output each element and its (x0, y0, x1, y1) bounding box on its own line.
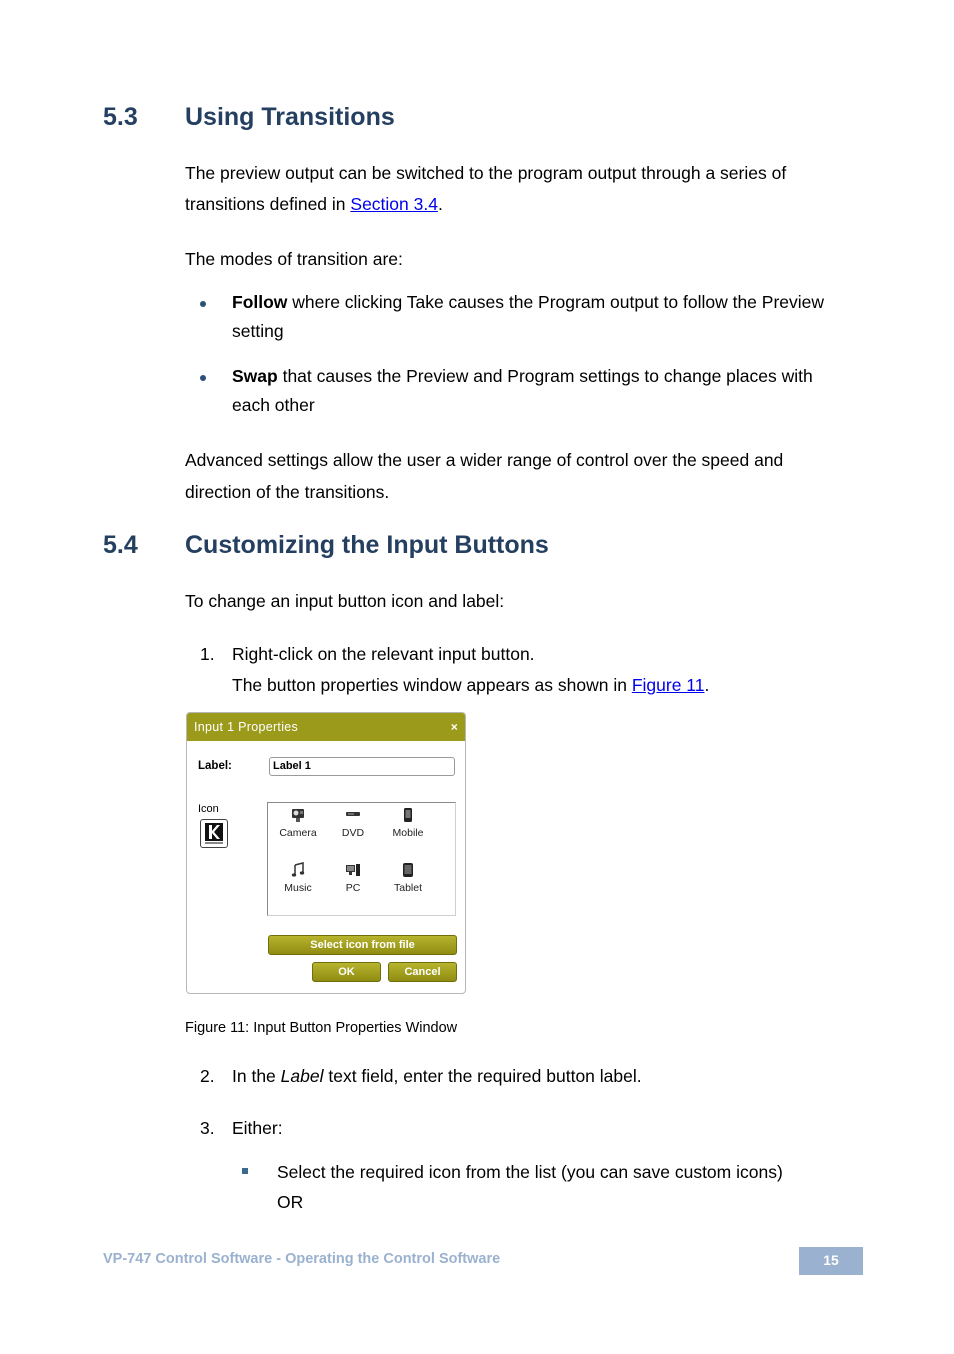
page-number: 15 (799, 1247, 863, 1275)
text-line (232, 670, 872, 701)
dvd-icon (323, 807, 383, 823)
camera-icon (268, 807, 328, 823)
icon-caption: Icon (198, 803, 219, 815)
kramer-logo-icon (200, 819, 228, 848)
paragraph-transitions (185, 158, 865, 220)
text-span: . (437, 194, 443, 214)
icon-option-label: DVD (341, 827, 365, 839)
text-span: that causes the Preview and Program settings to change places with (277, 366, 813, 386)
section-heading-5-4 (103, 531, 803, 563)
text-span: The button properties window appears as shown in (232, 675, 632, 695)
dialog-title-bar (187, 713, 465, 741)
bullet-dot (200, 375, 206, 381)
text-line: The preview output can be switched to the program output through a series of (185, 163, 787, 183)
step-1-number: 1. (200, 644, 215, 664)
bullet-follow (232, 288, 872, 346)
text-span: . (704, 675, 710, 695)
step-1 (232, 639, 872, 701)
section-heading-5-3 (103, 103, 803, 135)
section-number: 5.4 (103, 531, 138, 559)
cancel-button[interactable]: Cancel (388, 962, 457, 982)
icon-option-label: PC (345, 882, 361, 894)
text-line (185, 189, 865, 220)
bullet-swap (232, 362, 872, 420)
modes-intro: The modes of transition are: (185, 249, 403, 269)
section-number: 5.3 (103, 103, 138, 131)
bold-term: Swap (232, 366, 278, 386)
step-3: Either: (232, 1118, 283, 1138)
text-line (232, 362, 872, 391)
icon-option-pc[interactable] (323, 862, 383, 894)
bold-term: Follow (232, 292, 288, 312)
label-input[interactable]: Label 1 (269, 757, 455, 776)
bullet-dot (200, 301, 206, 307)
icon-option-label: Tablet (393, 882, 423, 894)
customizing-intro: To change an input button icon and label: (185, 591, 505, 611)
close-icon[interactable]: × (450, 720, 458, 734)
icon-list[interactable] (267, 802, 456, 916)
icon-option-music[interactable] (268, 862, 328, 894)
section-title: Using Transitions (185, 103, 395, 131)
icon-option-label: Music (284, 882, 312, 894)
music-icon (268, 862, 328, 878)
text-line: Advanced settings allow the user a wider range of control over the speed and (185, 450, 784, 470)
input-properties-dialog (186, 712, 466, 994)
figure-caption: Figure 11: Input Button Properties Window (185, 1020, 458, 1036)
icon-option-camera[interactable] (268, 807, 328, 839)
text-line (232, 288, 872, 317)
tablet-icon (378, 862, 438, 878)
icon-option-label: Mobile (392, 827, 424, 839)
text-line: setting (232, 321, 284, 341)
text-line: each other (232, 395, 315, 415)
text-span: In the (232, 1066, 281, 1086)
icon-option-dvd[interactable] (323, 807, 383, 839)
text-line: Select the required icon from the list (you can save custom icons) (277, 1162, 783, 1182)
step-3-number: 3. (200, 1118, 215, 1138)
paragraph-advanced (185, 444, 865, 508)
section-3-4-link[interactable]: Section 3.4 (350, 194, 438, 214)
label-caption: Label: (198, 760, 232, 772)
icon-option-tablet[interactable] (378, 862, 438, 894)
text-span: transitions defined in (185, 194, 351, 214)
step-2 (232, 1061, 872, 1092)
footer-title: VP-747 Control Software - Operating the Control Software (103, 1251, 501, 1267)
icon-option-mobile[interactable] (378, 807, 438, 839)
text-line: OR (277, 1192, 304, 1212)
step-2-number: 2. (200, 1066, 215, 1086)
italic-term: Label (280, 1066, 324, 1086)
select-icon-from-file-button[interactable]: Select icon from file (268, 935, 457, 955)
ok-button[interactable]: OK (312, 962, 381, 982)
mobile-icon (378, 807, 438, 823)
text-span: text field, enter the required button label. (323, 1066, 642, 1086)
sub-bullet-select-icon (277, 1157, 877, 1217)
section-title: Customizing the Input Buttons (185, 531, 549, 559)
text-span: where clicking Take causes the Program output to follow the Preview (287, 292, 825, 312)
pc-icon (323, 862, 383, 878)
figure-11-link[interactable]: Figure 11 (631, 675, 705, 695)
text-line: Right-click on the relevant input button. (232, 644, 535, 664)
square-bullet (242, 1168, 248, 1174)
text-line: direction of the transitions. (185, 482, 390, 502)
dialog-title: Input 1 Properties (194, 720, 299, 734)
icon-option-label: Camera (279, 827, 317, 839)
